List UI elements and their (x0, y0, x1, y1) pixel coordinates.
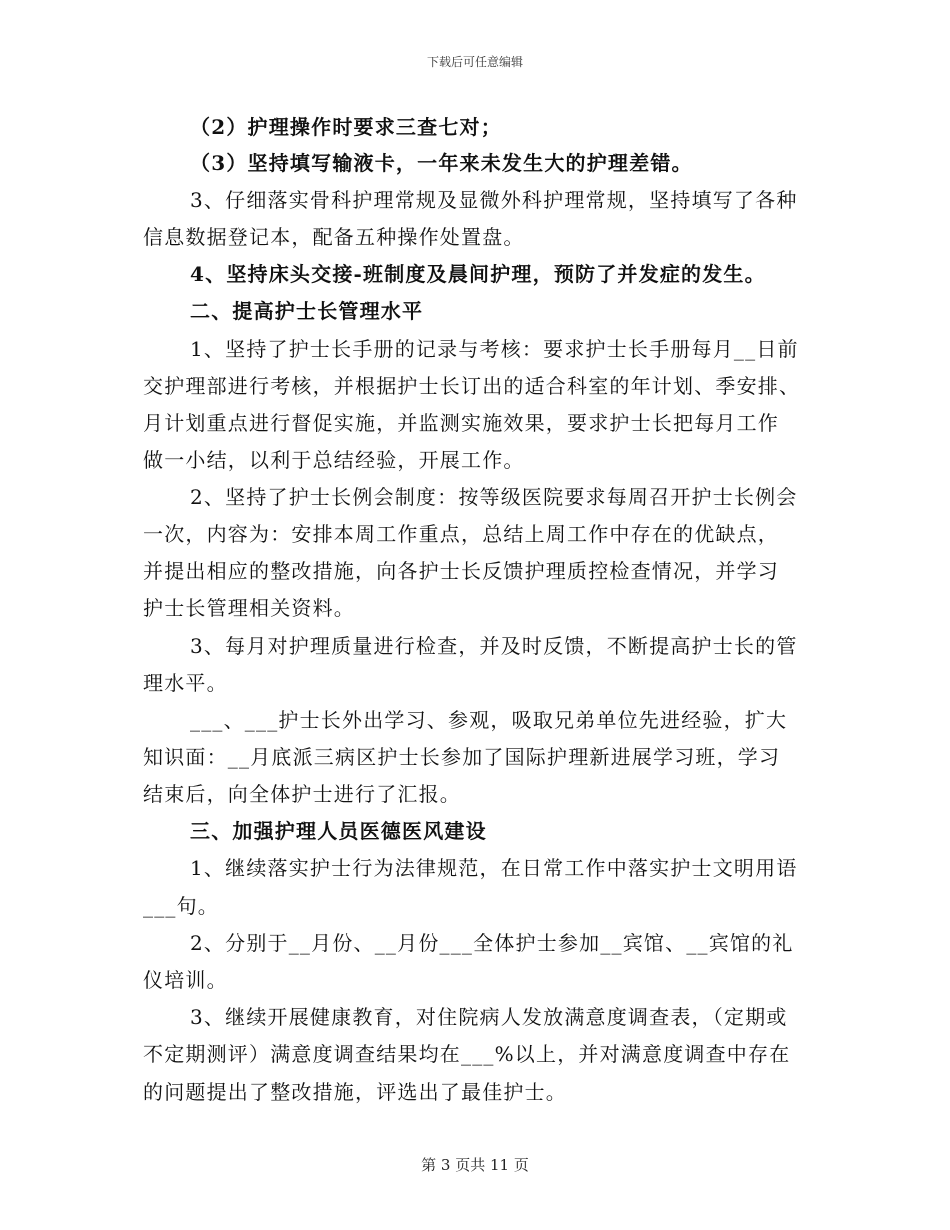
text-line: 一次，内容为：安排本周工作重点，总结上周工作中存在的优缺点， (143, 522, 779, 546)
text-line: 做一小结，以利于总结经验，开展工作。 (143, 448, 525, 472)
text-line: 结束后，向全体护士进行了汇报。 (143, 782, 461, 806)
text-line: 仪培训。 (143, 968, 228, 992)
text-line: 并提出相应的整改措施，向各护士长反馈护理质控检查情况，并学习 (143, 559, 779, 583)
text-line: 1、继续落实护士行为法律规范，在日常工作中落实护士文明用语 (190, 856, 798, 880)
text-line: 2、分别于__月份、__月份___全体护士参加__宾馆、__宾馆的礼 (190, 931, 794, 955)
text-line: 3、仔细落实骨科护理常规及显微外科护理常规，坚持填写了各种 (190, 188, 798, 212)
text-line: ___句。 (143, 894, 219, 918)
section-heading: 二、提高护士长管理水平 (190, 299, 424, 323)
text-line: 2、坚持了护士长例会制度：按等级医院要求每周召开护士长例会 (190, 485, 798, 509)
text-line: 3、继续开展健康教育，对住院病人发放满意度调查表，（定期或 (190, 1005, 788, 1029)
text-line: ___、___护士长外出学习、参观，吸取兄弟单位先进经验，扩大 (190, 708, 788, 732)
text-line: 知识面：__月底派三病区护士长参加了国际护理新进展学习班，学习 (143, 745, 781, 769)
text-line: 理水平。 (143, 671, 228, 695)
text-line: 的问题提出了整改措施，评选出了最佳护士。 (143, 1080, 567, 1104)
page-header: 下载后可任意编辑 (426, 55, 523, 69)
text-line: 月计划重点进行督促实施，并监测实施效果，要求护士长把每月工作 (143, 411, 779, 435)
text-line: 不定期测评）满意度调查结果均在___%以上，并对满意度调查中存在 (143, 1042, 791, 1066)
text-line: 信息数据登记本，配备五种操作处置盘。 (143, 225, 525, 249)
text-line: 交护理部进行考核，并根据护士长订出的适合科室的年计划、季安排、 (143, 374, 801, 398)
text-line: 1、坚持了护士长手册的记录与考核：要求护士长手册每月__日前 (190, 337, 799, 361)
page-number: 第 3 页共 11 页 (421, 1156, 529, 1174)
text-line: 3、每月对护理质量进行检查，并及时反馈，不断提高护士长的管 (190, 634, 798, 658)
text-line: （2）护理操作时要求三查七对； (190, 115, 502, 139)
section-heading: 三、加强护理人员医德医风建设 (190, 819, 487, 843)
text-line: （3）坚持填写输液卡，一年来未发生大的护理差错。 (190, 151, 693, 175)
text-line: 4、坚持床头交接-班制度及晨间护理，预防了并发症的发生。 (190, 262, 766, 286)
text-line: 护士长管理相关资料。 (143, 596, 355, 620)
